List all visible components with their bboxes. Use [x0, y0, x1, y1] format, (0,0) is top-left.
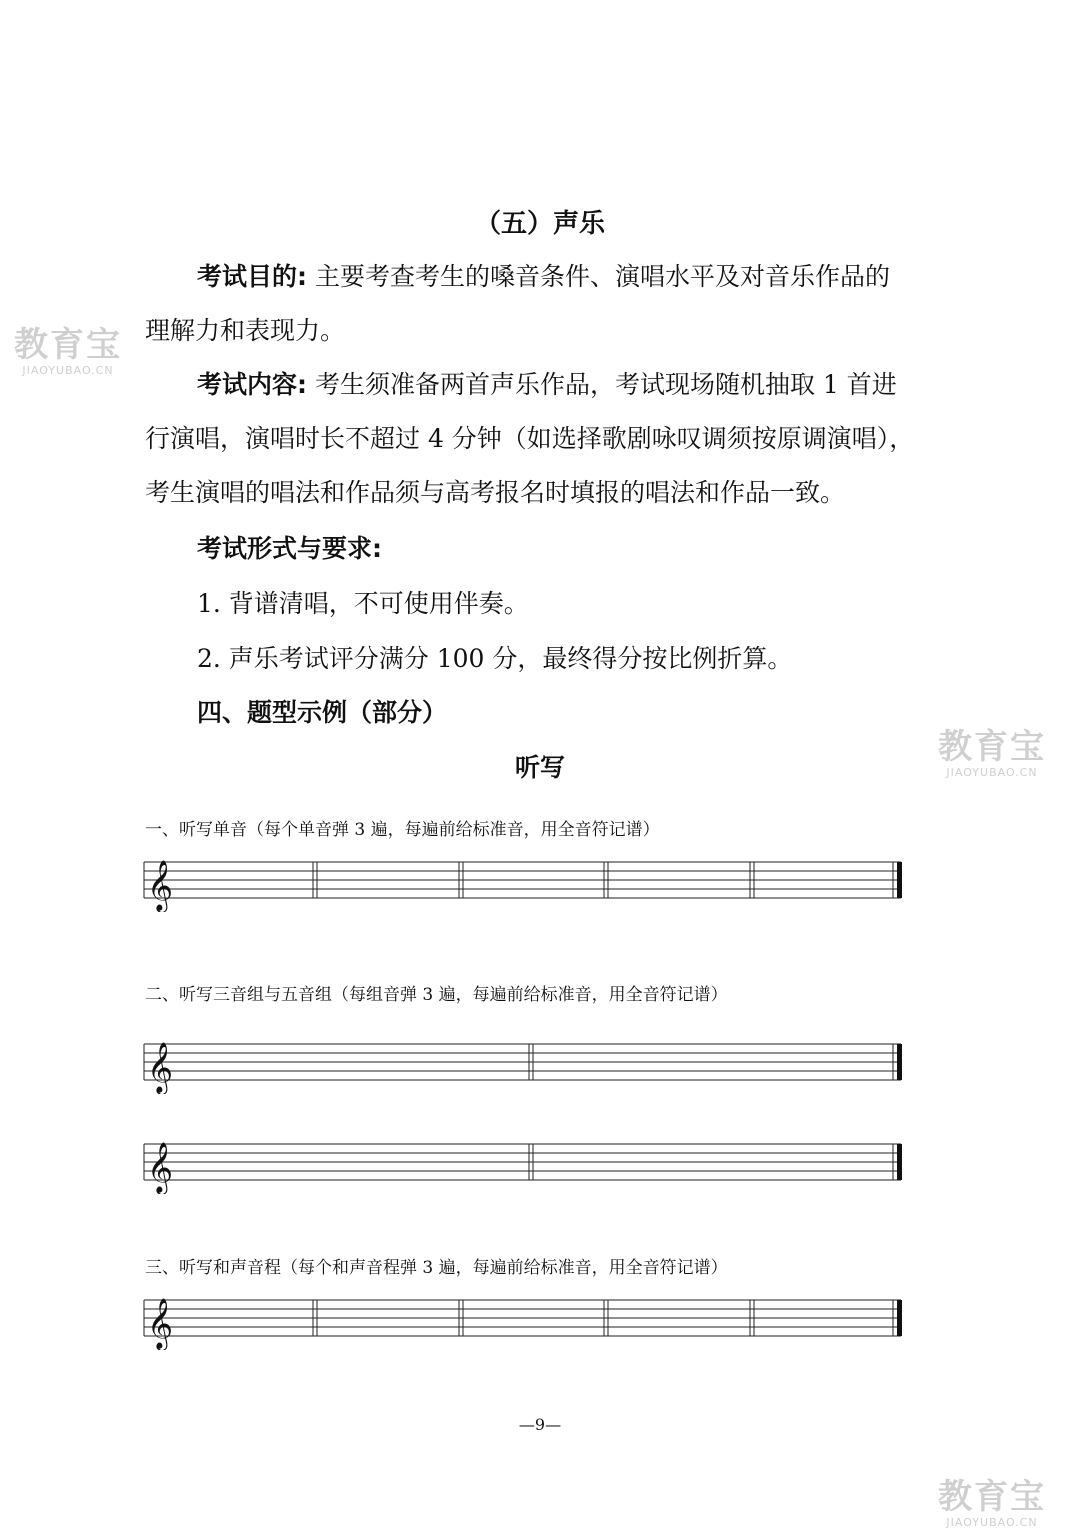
music-staff-1 — [142, 846, 907, 912]
form-label: 考试形式与要求: — [197, 534, 382, 563]
purpose-paragraph — [145, 250, 940, 358]
purpose-line-1 — [145, 250, 940, 304]
watermark-logo: 教育宝 JIAOYUBAO.CN — [938, 727, 1046, 779]
treble-clef-icon: 𝄞 — [147, 1042, 174, 1093]
examples-heading: 四、题型示例（部分） — [197, 698, 448, 727]
music-staff-4 — [142, 1284, 907, 1350]
question-1: 一、听写单音（每个单音弹 3 遍，每遍前给标准音，用全音符记谱） — [145, 820, 660, 840]
treble-clef-icon: 𝄞 — [147, 1298, 174, 1349]
content-line-2: 行演唱，演唱时长不超过 4 分钟（如选择歌剧咏叹调须按原调演唱）， — [145, 424, 915, 453]
content-line-3: 考生演唱的唱法和作品须与高考报名时填报的唱法和作品一致。 — [145, 478, 846, 507]
content-line-1 — [145, 358, 940, 412]
content-text: 考生须准备两首声乐作品，考试现场随机抽取 1 首进 — [314, 370, 897, 399]
dictation-title: 听写 — [514, 753, 565, 782]
watermark-logo: 教育宝 JIAOYUBAO.CN — [938, 1477, 1046, 1529]
form-item-1: 1. 背谱清唱，不可使用伴奏。 — [197, 589, 529, 618]
purpose-line-2: 理解力和表现力。 — [145, 316, 346, 345]
treble-clef-icon: 𝄞 — [147, 1142, 174, 1193]
treble-clef-icon: 𝄞 — [147, 860, 174, 911]
purpose-text: 主要考查考生的嗓音条件、演唱水平及对音乐作品的 — [314, 262, 890, 291]
section-title: （五）声乐 — [474, 209, 605, 239]
music-staff-3 — [142, 1128, 907, 1194]
music-staff-2 — [142, 1028, 907, 1094]
watermark-logo: 教育宝 JIAOYUBAO.CN — [14, 325, 122, 377]
form-item-2: 2. 声乐考试评分满分 100 分，最终得分按比例折算。 — [197, 644, 793, 673]
question-2: 二、听写三音组与五音组（每组音弹 3 遍，每遍前给标准音，用全音符记谱） — [145, 985, 728, 1005]
content-label: 考试内容: — [197, 370, 307, 399]
content-paragraph — [145, 358, 940, 520]
question-3: 三、听写和声音程（每个和声音程弹 3 遍，每遍前给标准音，用全音符记谱） — [145, 1258, 728, 1278]
purpose-label: 考试目的: — [197, 262, 307, 291]
page-number: —9— — [518, 1415, 562, 1434]
